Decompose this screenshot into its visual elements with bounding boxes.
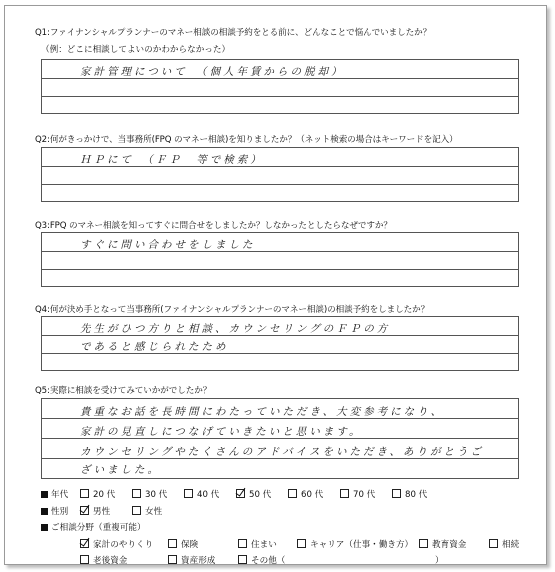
checkbox-icon[interactable] bbox=[80, 555, 89, 564]
checkbox-icon[interactable] bbox=[168, 555, 177, 564]
answer-box-2 bbox=[41, 147, 519, 202]
handwritten-answer: すぐに問い合わせをしました bbox=[80, 239, 256, 251]
field-option[interactable]: 教育資金 bbox=[419, 538, 466, 550]
checkbox-icon[interactable] bbox=[184, 489, 193, 498]
field-option[interactable]: 保険 bbox=[168, 538, 198, 550]
checkbox-icon[interactable] bbox=[238, 555, 247, 564]
checkbox-icon[interactable] bbox=[297, 539, 306, 548]
handwritten-answer: 家計管理について （個人年賃からの脱却） bbox=[80, 66, 345, 78]
checkbox-checked-icon[interactable] bbox=[236, 489, 245, 498]
checkbox-icon[interactable] bbox=[340, 489, 349, 498]
field-option[interactable]: 家計のやりくり bbox=[80, 538, 153, 550]
ruled-line bbox=[42, 184, 518, 185]
checkbox-icon[interactable] bbox=[419, 539, 428, 548]
age-option[interactable]: 20 代 bbox=[80, 488, 115, 500]
age-option[interactable]: 40 代 bbox=[184, 488, 219, 500]
handwritten-answer: 先生がひつ方りと相談、カウンセリングのＦＰの方 bbox=[80, 323, 391, 335]
gender-option[interactable]: 女性 bbox=[132, 505, 162, 517]
bullet-square-icon bbox=[41, 508, 48, 515]
ruled-line bbox=[42, 96, 518, 97]
checkbox-checked-icon[interactable] bbox=[80, 506, 89, 515]
handwritten-answer: ＨＰにて （ＦＰ 等で検索） bbox=[80, 154, 264, 166]
field-option[interactable]: 相続 bbox=[489, 538, 519, 550]
question-2: Q2:何がきっかけで、当事務所(FPQ のマネー相談)を知りましたか？（ネット検索の場合はキーワードを記入） bbox=[35, 135, 458, 145]
ruled-line bbox=[42, 269, 518, 270]
question-5: Q5:実際に相談を受けてみていかがでしたか？ bbox=[35, 386, 212, 396]
handwritten-answer: 家計の見直しにつなげていきたいと思います。 bbox=[80, 426, 363, 438]
handwritten-answer: であると感じられたため bbox=[80, 341, 229, 353]
gender-label: 性別 bbox=[41, 505, 68, 517]
age-option[interactable]: 80 代 bbox=[392, 488, 427, 500]
age-option[interactable]: 70 代 bbox=[340, 488, 375, 500]
checkbox-icon[interactable] bbox=[168, 539, 177, 548]
bullet-square-icon bbox=[41, 524, 48, 531]
checkbox-icon[interactable] bbox=[489, 539, 498, 548]
checkbox-icon[interactable] bbox=[132, 489, 141, 498]
field-option-other[interactable]: その他（ bbox=[238, 554, 285, 566]
field-option[interactable]: 老後資金 bbox=[80, 554, 127, 566]
answer-box-1 bbox=[41, 59, 519, 114]
handwritten-answer: 貴重なお話を長時間にわたっていただき、大変参考になり、 bbox=[80, 406, 445, 418]
handwritten-answer: ざいました。 bbox=[80, 464, 161, 476]
field-option[interactable]: 資産形成 bbox=[168, 554, 215, 566]
checkbox-checked-icon[interactable] bbox=[80, 539, 89, 548]
question-3: Q3:FPQ のマネー相談を知ってすぐに問合せをしましたか？しなかったとしたらなぜですか？ bbox=[35, 221, 392, 231]
age-option[interactable]: 60 代 bbox=[288, 488, 323, 500]
answer-box-5 bbox=[41, 398, 519, 479]
question-1: Q1:ファイナンシャルプランナーのマネー相談の相談予約をとる前に、どんなことで悩んでいましたか？ bbox=[35, 28, 432, 38]
answer-box-4 bbox=[41, 316, 519, 371]
answer-box-3 bbox=[41, 232, 519, 287]
age-option[interactable]: 50 代 bbox=[236, 488, 271, 500]
survey-sheet bbox=[4, 5, 547, 565]
gender-option[interactable]: 男性 bbox=[80, 505, 110, 517]
checkbox-icon[interactable] bbox=[238, 539, 247, 548]
field-option[interactable]: 住まい bbox=[238, 538, 277, 550]
checkbox-icon[interactable] bbox=[132, 506, 141, 515]
age-option[interactable]: 30 代 bbox=[132, 488, 167, 500]
question-4: Q4:何が決め手となって当事務所(ファイナンシャルプランナーのマネー相談)の相談予約をしましたか？ bbox=[35, 305, 430, 315]
checkbox-icon[interactable] bbox=[80, 489, 89, 498]
checkbox-icon[interactable] bbox=[392, 489, 401, 498]
field-label: ご相談分野（重複可能） bbox=[41, 521, 146, 533]
field-option[interactable]: キャリア（仕事・働き方） bbox=[297, 538, 413, 550]
handwritten-answer: カウンセリングやたくさんのアドバイスをいただき、ありがとうご bbox=[80, 446, 485, 458]
checkbox-icon[interactable] bbox=[288, 489, 297, 498]
age-label: 年代 bbox=[41, 488, 68, 500]
question-1-example: （例：どこに相談してよいのかわからなかった） bbox=[41, 45, 231, 55]
other-close-paren: ） bbox=[435, 556, 444, 566]
bullet-square-icon bbox=[41, 491, 48, 498]
